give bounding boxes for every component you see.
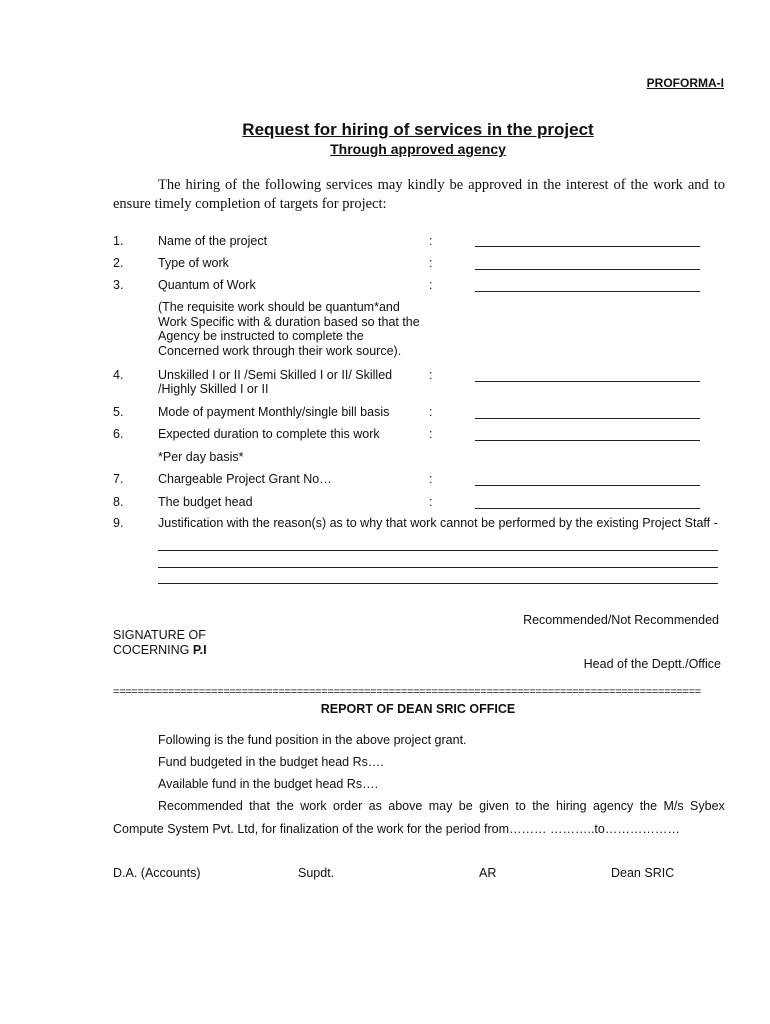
report-line: Following is the fund position in the above project grant. — [158, 733, 467, 747]
quantum-note: (The requisite work should be quantum*and Work Specific with & duration based so that the Agency be instructed to complete the Concerned work through their work source). — [158, 300, 420, 358]
recommend-word: Recommended — [158, 799, 243, 813]
report-line: Fund budgeted in the budget head Rs…. — [158, 755, 384, 769]
project-name-field[interactable] — [475, 245, 700, 247]
recommend-word: M/s — [663, 799, 684, 813]
justification-line[interactable] — [158, 549, 718, 551]
item-number: 7. — [113, 472, 124, 486]
justification-line[interactable] — [158, 566, 718, 568]
report-title: REPORT OF DEAN SRIC OFFICE — [320, 702, 516, 716]
head-dept-label: Head of the Deptt./Office — [583, 657, 721, 671]
item-label-type-of-work: Type of work — [158, 256, 229, 270]
item-label-payment-mode: Mode of payment Monthly/single bill basis — [158, 405, 390, 419]
recommend-word: work — [300, 799, 327, 813]
signatory-da-accounts: D.A. (Accounts) — [113, 866, 201, 880]
item-colon: : — [429, 278, 433, 292]
item-colon: : — [429, 405, 433, 419]
report-line: Available fund in the budget head Rs…. — [158, 777, 379, 791]
intro-paragraph: The hiring of the following services may kindly be approved in the interest of the work and to ensure timely completion of targets for project: — [113, 177, 725, 212]
type-of-work-field[interactable] — [475, 268, 700, 270]
item-label-quantum-of-work: Quantum of Work — [158, 278, 256, 292]
grant-no-field[interactable] — [475, 484, 700, 486]
quantum-of-work-field[interactable] — [475, 290, 700, 292]
signature-pi: P.I — [192, 643, 207, 657]
recommend-word: given — [479, 799, 509, 813]
item-colon: : — [429, 472, 433, 486]
item-number: 3. — [113, 278, 124, 292]
per-day-note: *Per day basis* — [158, 450, 244, 464]
proforma-label: PROFORMA-I — [646, 76, 724, 90]
item-label-project-name: Name of the project — [158, 234, 268, 248]
item-number: 6. — [113, 427, 124, 441]
item-number: 8. — [113, 495, 124, 509]
expected-duration-field[interactable] — [475, 439, 700, 441]
signature-concerning: COCERNING — [113, 643, 190, 657]
budget-head-field[interactable] — [475, 507, 700, 509]
separator-line: ================================================================================================ — [113, 686, 701, 698]
recommend-word: be — [458, 799, 473, 813]
recommend-word: that — [249, 799, 271, 813]
recommend-word: agency — [592, 799, 634, 813]
item-label-budget-head: The budget head — [158, 495, 253, 509]
item-number: 4. — [113, 368, 124, 382]
item-label-skill-level: Unskilled I or II /Semi Skilled I or II/ Skilled — [158, 368, 393, 382]
recommend-word: above — [388, 799, 423, 813]
item-number: 5. — [113, 405, 124, 419]
item-label-expected-duration: Expected duration to complete this work — [158, 427, 380, 441]
item-colon: : — [429, 234, 433, 248]
recommend-word: the — [532, 799, 550, 813]
item-colon: : — [429, 495, 433, 509]
recommend-word: order — [333, 799, 363, 813]
signatory-supdt: Supdt. — [298, 866, 335, 880]
signatory-ar: AR — [479, 866, 497, 880]
recommend-line — [158, 799, 725, 813]
item-label-grant-no: Chargeable Project Grant No… — [158, 472, 332, 486]
page-title: Request for hiring of services in the project — [242, 120, 594, 139]
item-colon: : — [429, 256, 433, 270]
item-number: 9. — [113, 516, 124, 530]
justification-line[interactable] — [158, 582, 718, 584]
recommend-word: the — [276, 799, 294, 813]
recommend-word: to — [515, 799, 526, 813]
item-label-skill-level-cont: /Highly Skilled I or II — [158, 382, 269, 396]
recommend-word: hiring — [556, 799, 587, 813]
recommendation-label: Recommended/Not Recommended — [523, 613, 719, 627]
payment-mode-field[interactable] — [475, 417, 700, 419]
signature-label-cont — [113, 643, 207, 657]
item-label-justification: Justification with the reason(s) as to why that work cannot be performed by the existing Project Staff - — [158, 516, 718, 530]
signatory-dean-sric: Dean SRIC — [611, 866, 675, 880]
item-colon: : — [429, 368, 433, 382]
item-number: 2. — [113, 256, 124, 270]
item-colon: : — [429, 427, 433, 441]
signature-label: SIGNATURE OF — [113, 628, 206, 642]
skill-level-field[interactable] — [475, 380, 700, 382]
recommend-word: Sybex — [690, 799, 725, 813]
item-number: 1. — [113, 234, 124, 248]
recommend-line-2: Compute System Pvt. Ltd, for finalization of the work for the period from……… ………..to……………… — [113, 822, 680, 836]
page-subtitle: Through approved agency — [330, 141, 506, 157]
recommend-word: as — [368, 799, 382, 813]
recommend-word: the — [639, 799, 658, 813]
recommend-word: may — [428, 799, 453, 813]
